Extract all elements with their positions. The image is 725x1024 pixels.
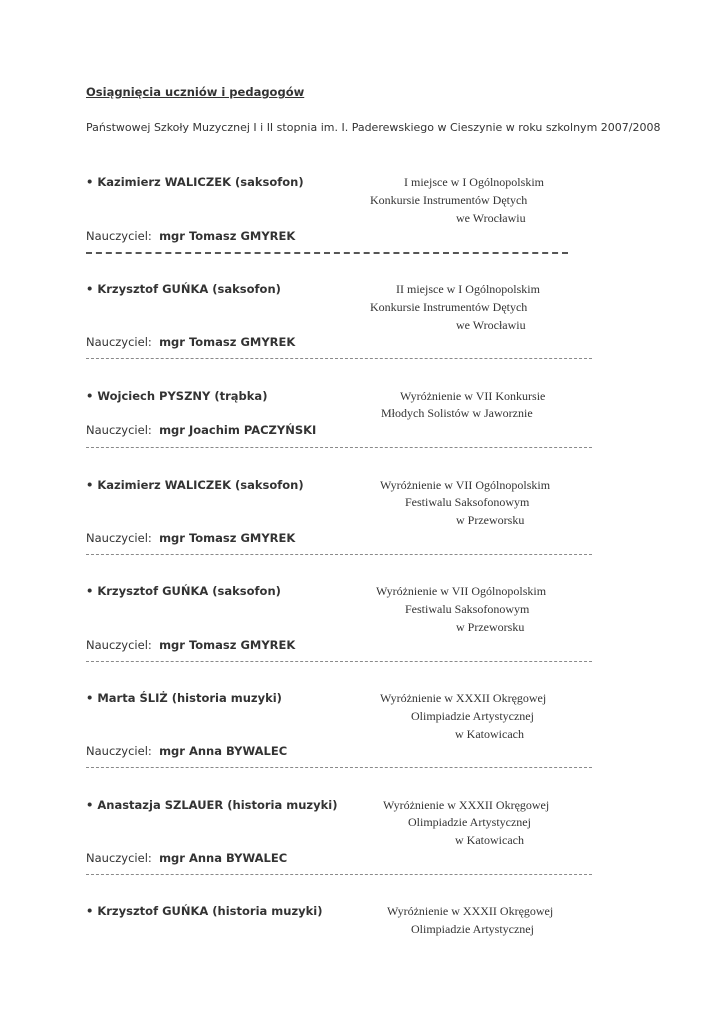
student-name: • Wojciech PYSZNY (trąbka) [86,389,268,403]
separator-line [86,252,568,255]
achievement-line: w Katowicach [455,727,524,741]
achievement-line: Olimpiadzie Artystycznej [411,709,534,723]
teacher-line [86,744,287,758]
separator-line [86,661,592,663]
achievement-line: Wyróżnienie w VII Ogólnopolskim [376,584,547,598]
teacher-name: mgr Anna BYWALEC [159,744,288,758]
teacher-line [86,335,295,349]
teacher-name: mgr Tomasz GMYREK [159,638,296,652]
achievement-line: Konkursie Instrumentów Dętych [370,300,528,314]
separator-line [86,874,592,876]
teacher-prefix: Nauczyciel: [86,851,152,865]
student-name: • Krzysztof GUŃKA (historia muzyki) [86,904,323,918]
student-name: • Kazimierz WALICZEK (saksofon) [86,175,304,189]
student-name: • Kazimierz WALICZEK (saksofon) [86,478,304,492]
separator-line [86,358,592,360]
achievement-line: w Katowicach [455,833,524,847]
achievement-line: w Przeworsku [456,513,525,527]
teacher-prefix: Nauczyciel: [86,335,152,349]
achievement-line: Festiwalu Saksofonowym [405,602,530,616]
teacher-name: mgr Tomasz GMYREK [159,229,296,243]
teacher-name: mgr Joachim PACZYŃSKI [159,423,317,437]
student-name: • Marta ŚLIŻ (historia muzyki) [86,691,282,705]
achievement-line: Wyróżnienie w XXXII Okręgowej [383,798,550,812]
teacher-prefix: Nauczyciel: [86,531,152,545]
achievement-line: Młodych Solistów w Jaworznie [381,406,533,420]
achievement-line: Festiwalu Saksofonowym [405,495,530,509]
achievement-line: Konkursie Instrumentów Dętych [370,193,528,207]
achievement-line: Wyróżnienie w VII Konkursie [400,389,546,403]
teacher-line [86,851,287,865]
page-title: Osiągnięcia uczniów i pedagogów [86,85,305,99]
teacher-name: mgr Tomasz GMYREK [159,335,296,349]
separator-line [86,554,592,556]
teacher-prefix: Nauczyciel: [86,423,152,437]
achievement-line: Wyróżnienie w XXXII Okręgowej [380,691,547,705]
student-name: • Anastazja SZLAUER (historia muzyki) [86,798,338,812]
teacher-prefix: Nauczyciel: [86,744,152,758]
teacher-prefix: Nauczyciel: [86,638,152,652]
separator-line [86,767,592,769]
achievement-line: II miejsce w I Ogólnopolskim [396,282,540,296]
teacher-line [86,531,295,545]
achievement-line: we Wrocławiu [456,318,526,332]
achievement-line: Olimpiadzie Artystycznej [411,922,534,936]
teacher-prefix: Nauczyciel: [86,229,152,243]
achievement-line: Wyróżnienie w XXXII Okręgowej [387,904,554,918]
teacher-line [86,638,295,652]
teacher-name: mgr Anna BYWALEC [159,851,288,865]
achievement-line: I miejsce w I Ogólnopolskim [404,175,544,189]
achievement-line: Olimpiadzie Artystycznej [408,815,531,829]
separator-line [86,447,592,449]
achievement-line: we Wrocławiu [456,211,526,225]
teacher-line [86,229,295,243]
achievement-line: Wyróżnienie w VII Ogólnopolskim [380,478,551,492]
student-name: • Krzysztof GUŃKA (saksofon) [86,282,281,296]
student-name: • Krzysztof GUŃKA (saksofon) [86,584,281,598]
page-subtitle: Państwowej Szkoły Muzycznej I i II stopnia im. I. Paderewskiego w Cieszynie w roku szkolnym 2007/2008 [86,121,661,134]
achievement-line: w Przeworsku [456,620,525,634]
teacher-line [86,423,316,437]
teacher-name: mgr Tomasz GMYREK [159,531,296,545]
